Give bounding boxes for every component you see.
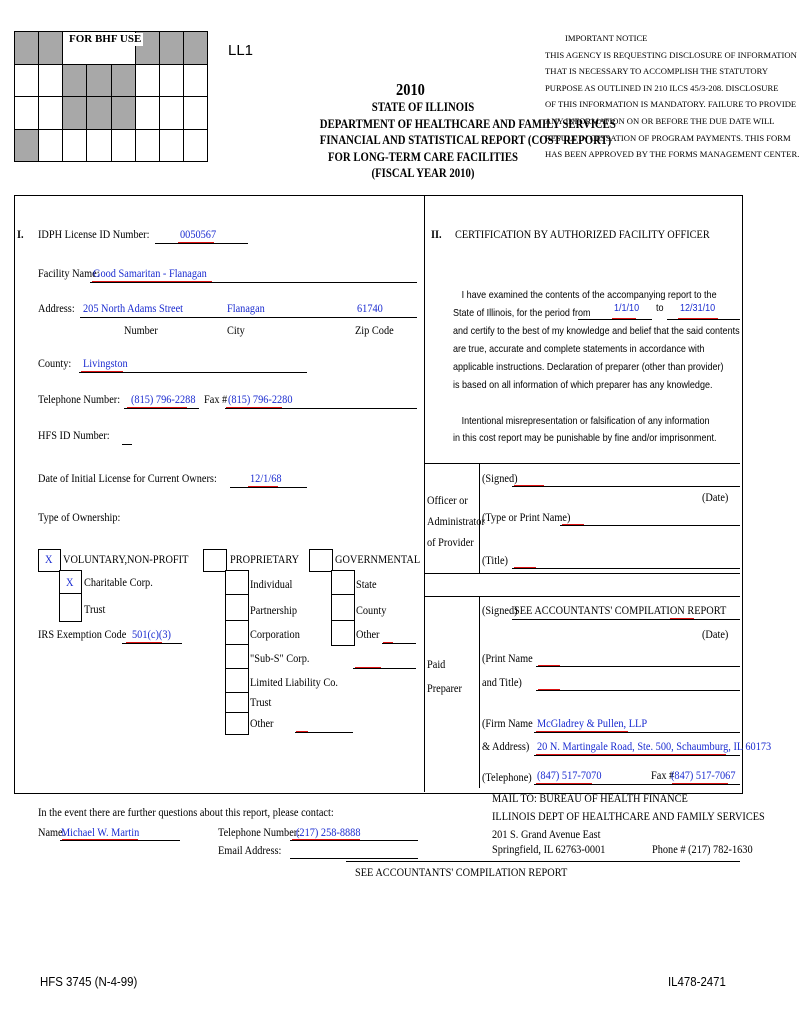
mail-to-block xyxy=(492,789,765,843)
title-line: (FISCAL YEAR 2010) xyxy=(371,166,475,180)
preparer-telephone-line xyxy=(534,784,740,785)
mail-city: Springfield, IL 62763-0001 xyxy=(492,842,606,856)
notice-line: IMPORTANT NOTICE xyxy=(565,33,648,43)
phone-red-mark xyxy=(127,407,187,408)
preparer-signed-red-mark xyxy=(670,618,694,619)
officer-title-label: (Title) xyxy=(482,553,509,567)
prop-option-trust[interactable]: Trust xyxy=(250,695,272,709)
officer-title-red-mark xyxy=(514,567,536,568)
trust-checkbox[interactable] xyxy=(59,593,82,622)
idph-value[interactable]: 0050567 xyxy=(180,227,217,241)
cert-line: and certify to the best of my knowledge and belief that the said contents xyxy=(453,325,740,337)
bhf-use-label: FOR BHF USE xyxy=(69,33,142,45)
notice-line: OF THIS INFORMATION IS MANDATORY. FAILURE TO PROVIDE xyxy=(545,99,797,110)
facility-red-mark xyxy=(92,281,212,282)
proprietary-label: PROPRIETARY xyxy=(230,552,300,566)
facility-underline xyxy=(90,282,417,283)
preparer-signed-line xyxy=(512,619,740,620)
period-from-red-mark xyxy=(612,318,636,319)
preparer-and-title-line xyxy=(536,690,740,691)
period-to-red-mark xyxy=(678,318,718,319)
officer-line: of Provider xyxy=(427,535,474,549)
mail-line: ILLINOIS DEPT OF HEALTHCARE AND FAMILY SERVICES xyxy=(492,809,765,823)
prop-divider xyxy=(225,712,248,713)
contact-name-red-mark xyxy=(62,839,138,840)
mail-line: 201 S. Grand Avenue East xyxy=(492,827,601,841)
governmental-options-column xyxy=(331,570,355,646)
city-value[interactable]: Flanagan xyxy=(227,301,265,315)
title-line: FOR LONG-TERM CARE FACILITIES xyxy=(327,149,519,164)
period-from-value[interactable]: 1/1/10 xyxy=(614,302,640,314)
preparer-top-rule xyxy=(424,596,740,597)
preparer-and-title-label: and Title) xyxy=(482,675,522,689)
gov-other-underline xyxy=(382,643,416,644)
idph-underline xyxy=(155,243,248,244)
license-date-label: Date of Initial License for Current Owners: xyxy=(38,471,217,485)
officer-signed-label: (Signed) xyxy=(482,471,518,485)
ownership-label: Type of Ownership: xyxy=(38,510,121,524)
city-caption: City xyxy=(227,323,245,337)
cert-line: is based on all information of which preparer has any knowledge. xyxy=(453,379,713,391)
firm-address-line xyxy=(534,755,740,756)
preparer-telephone-value[interactable]: (847) 517-7070 xyxy=(537,768,602,782)
firm-address-value[interactable]: 20 N. Martingale Road, Ste. 500, Schaumburg, IL 60173 xyxy=(537,739,772,753)
preparer-print-name-red-mark xyxy=(538,665,560,666)
county-red-mark xyxy=(81,371,123,372)
gov-option-county[interactable]: County xyxy=(356,603,387,617)
contact-phone-value[interactable]: (217) 258-8888 xyxy=(296,825,361,839)
preparer-signed-label: (Signed) xyxy=(482,603,518,617)
preparer-fax-red-mark xyxy=(672,783,728,784)
zip-value[interactable]: 61740 xyxy=(357,301,383,315)
preparer-print-name-line xyxy=(536,666,740,667)
prop-divider xyxy=(225,668,248,669)
fax-underline xyxy=(225,408,417,409)
fax-value[interactable]: (815) 796-2280 xyxy=(228,392,293,406)
officer-signed-line xyxy=(512,486,740,487)
phone-value[interactable]: (815) 796-2288 xyxy=(131,392,196,406)
fax-label: Fax # xyxy=(204,392,228,406)
notice-line: PURPOSE AS OUTLINED IN 210 ILCS 45/3-208. DISCLOSURE xyxy=(545,82,779,93)
firm-name-value[interactable]: McGladrey & Pullen, LLP xyxy=(537,716,648,730)
title-line: STATE OF ILLINOIS xyxy=(371,100,475,114)
irs-red-mark xyxy=(126,642,162,643)
email-underline xyxy=(290,858,418,859)
zip-caption: Zip Code xyxy=(355,323,394,337)
cert-line: are true, accurate and complete statements in accordance with xyxy=(453,343,705,355)
firm-name-red-mark xyxy=(536,731,628,732)
warning-text xyxy=(453,413,738,447)
contact-phone-label: Telephone Number: xyxy=(218,825,301,839)
officer-signed-red-mark xyxy=(514,485,544,486)
preparer-and-title-red-mark xyxy=(538,689,560,690)
important-notice xyxy=(545,30,799,163)
prop-option-llc[interactable]: Limited Liability Co. xyxy=(250,675,339,689)
prop-option-other[interactable]: Other xyxy=(250,716,274,730)
contact-phone-underline xyxy=(290,840,418,841)
preparer-telephone-red-mark xyxy=(536,783,592,784)
officer-line: Officer or xyxy=(427,493,468,507)
license-date-value[interactable]: 12/1/68 xyxy=(250,471,282,485)
officer-line: Administrator xyxy=(427,514,485,528)
prop-other-red-mark xyxy=(296,731,308,732)
charitable-label: Charitable Corp. xyxy=(84,575,153,589)
preparer-fax-label: Fax # xyxy=(651,768,675,782)
license-date-underline xyxy=(230,487,307,488)
prop-option-sub-s[interactable]: "Sub-S" Corp. xyxy=(250,651,310,665)
contact-phone-red-mark xyxy=(292,839,360,840)
firm-name-label: (Firm Name xyxy=(482,716,533,730)
proprietary-checkbox[interactable] xyxy=(203,549,227,572)
report-title xyxy=(303,99,616,182)
county-underline xyxy=(79,372,307,373)
prop-option-individual[interactable]: Individual xyxy=(250,577,293,591)
county-value[interactable]: Livingston xyxy=(83,356,128,370)
warning-line: Intentional misrepresentation or falsification of any information xyxy=(461,415,710,427)
idph-red-mark xyxy=(178,242,214,243)
governmental-label: GOVERNMENTAL xyxy=(335,552,421,566)
trust-label: Trust xyxy=(84,602,106,616)
mail-line: MAIL TO: BUREAU OF HEALTH FINANCE xyxy=(492,791,688,805)
certification-title: CERTIFICATION BY AUTHORIZED FACILITY OFFICER xyxy=(455,227,710,241)
governmental-checkbox[interactable] xyxy=(309,549,333,572)
email-label: Email Address: xyxy=(218,843,282,857)
see-report-footer: SEE ACCOUNTANTS' COMPILATION REPORT xyxy=(355,865,568,879)
officer-print-name-red-mark xyxy=(562,524,584,525)
prop-other-underline xyxy=(295,732,353,733)
number-caption: Number xyxy=(124,323,158,337)
cert-line: I have examined the contents of the accompanying report to the xyxy=(461,289,717,301)
prop-divider xyxy=(225,620,248,621)
section1-roman: I. xyxy=(17,227,24,241)
preparer-print-name-label: (Print Name xyxy=(482,651,533,665)
paid-preparer-caption xyxy=(427,652,462,700)
gov-divider xyxy=(331,594,354,595)
period-to-value[interactable]: 12/31/10 xyxy=(680,302,716,314)
county-label: County: xyxy=(38,356,72,370)
main-form-box xyxy=(14,195,743,794)
preparer-signed-value: SEE ACCOUNTANTS' COMPILATION REPORT xyxy=(514,603,727,617)
officer-print-name-label: (Type or Print Name) xyxy=(482,510,571,524)
irs-value[interactable]: 501(c)(3) xyxy=(132,627,171,641)
sub-s-underline xyxy=(353,668,416,669)
period-to-word: to xyxy=(656,302,664,314)
section-divider xyxy=(424,195,425,792)
prop-option-partnership[interactable]: Partnership xyxy=(250,603,298,617)
notice-line: HAS BEEN APPROVED BY THE FORMS MANAGEMENT CENTER. xyxy=(545,149,799,160)
gov-other-red-mark xyxy=(383,642,393,643)
paid-line: Paid xyxy=(427,657,446,671)
section2-roman: II. xyxy=(431,227,442,241)
title-line: FINANCIAL AND STATISTICAL REPORT (COST REPORT) xyxy=(319,133,612,147)
phone-label: Telephone Number: xyxy=(38,392,121,406)
contact-name-value[interactable]: Michael W. Martin xyxy=(61,825,140,839)
warning-line: in this cost report may be punishable by fine and/or imprisonment. xyxy=(453,432,717,444)
officer-print-name-line xyxy=(560,525,740,526)
irs-label: IRS Exemption Code xyxy=(38,627,127,641)
irs-underline xyxy=(122,643,182,644)
cert-line: applicable instructions. Declaration of preparer (other than provider) xyxy=(453,361,724,373)
mail-phone: Phone # (217) 782-1630 xyxy=(652,842,753,856)
bhf-use-grid xyxy=(14,31,208,162)
firm-name-line xyxy=(534,732,740,733)
prop-divider xyxy=(225,692,248,693)
contact-name-underline xyxy=(60,840,180,841)
idph-label: IDPH License ID Number: xyxy=(38,227,150,241)
hfs-id-underline xyxy=(122,444,132,445)
license-date-red-mark xyxy=(248,486,278,487)
preparer-date-label: (Date) xyxy=(702,627,729,641)
charitable-mark: X xyxy=(66,575,74,589)
preparer-divider xyxy=(479,596,480,788)
fax-red-mark xyxy=(226,407,282,408)
cert-period-lead: State of Illinois, for the period from xyxy=(453,307,591,319)
report-year: 2010 xyxy=(396,80,425,99)
firm-address-red-mark xyxy=(536,754,726,755)
period-to-underline xyxy=(667,319,740,320)
preparer-telephone-label: (Telephone) xyxy=(482,770,532,784)
prop-divider xyxy=(225,644,248,645)
gov-option-state[interactable]: State xyxy=(356,577,377,591)
il-number: IL478-2471 xyxy=(668,974,726,989)
prop-divider xyxy=(225,594,248,595)
title-line: DEPARTMENT OF HEALTHCARE AND FAMILY SERVICES xyxy=(319,116,616,131)
officer-top-rule xyxy=(424,463,740,464)
sub-s-red-mark xyxy=(355,667,381,668)
officer-date-label: (Date) xyxy=(702,490,729,504)
address-label: Address: xyxy=(38,301,75,315)
period-from-underline xyxy=(578,319,652,320)
officer-bottom-rule xyxy=(424,573,740,574)
form-code: LL1 xyxy=(228,42,254,59)
notice-line: RESULT IN CESSATION OF PROGRAM PAYMENTS. THIS FORM xyxy=(545,132,791,143)
street-value[interactable]: 205 North Adams Street xyxy=(83,301,184,315)
gov-option-other[interactable]: Other xyxy=(356,627,380,641)
voluntary-label: VOLUNTARY,NON-PROFIT xyxy=(63,552,189,566)
facility-label: Facility Name: xyxy=(38,266,100,280)
mail-bottom-rule xyxy=(346,861,740,862)
paid-line: Preparer xyxy=(427,681,462,695)
officer-title-line xyxy=(512,568,740,569)
firm-address-label: & Address) xyxy=(482,739,530,753)
gov-divider xyxy=(331,620,354,621)
address-underline xyxy=(80,317,417,318)
questions-label: In the event there are further questions about this report, please contact: xyxy=(38,805,334,819)
voluntary-mark: X xyxy=(45,552,53,566)
phone-underline xyxy=(124,408,199,409)
notice-line: THAT IS NECESSARY TO ACCOMPLISH THE STATUTORY xyxy=(545,66,769,77)
notice-line: ANY INFORMATION ON OR BEFORE THE DUE DATE WILL xyxy=(545,115,775,126)
preparer-fax-value[interactable]: (847) 517-7067 xyxy=(671,768,736,782)
contact-name-label: Name: xyxy=(38,825,66,839)
prop-option-corporation[interactable]: Corporation xyxy=(250,627,300,641)
form-number: HFS 3745 (N-4-99) xyxy=(40,974,138,989)
notice-line: THIS AGENCY IS REQUESTING DISCLOSURE OF INFORMATION xyxy=(545,49,797,60)
hfs-id-label: HFS ID Number: xyxy=(38,428,110,442)
officer-caption xyxy=(427,490,485,553)
facility-value[interactable]: Good Samaritan - Flanagan xyxy=(93,266,207,280)
